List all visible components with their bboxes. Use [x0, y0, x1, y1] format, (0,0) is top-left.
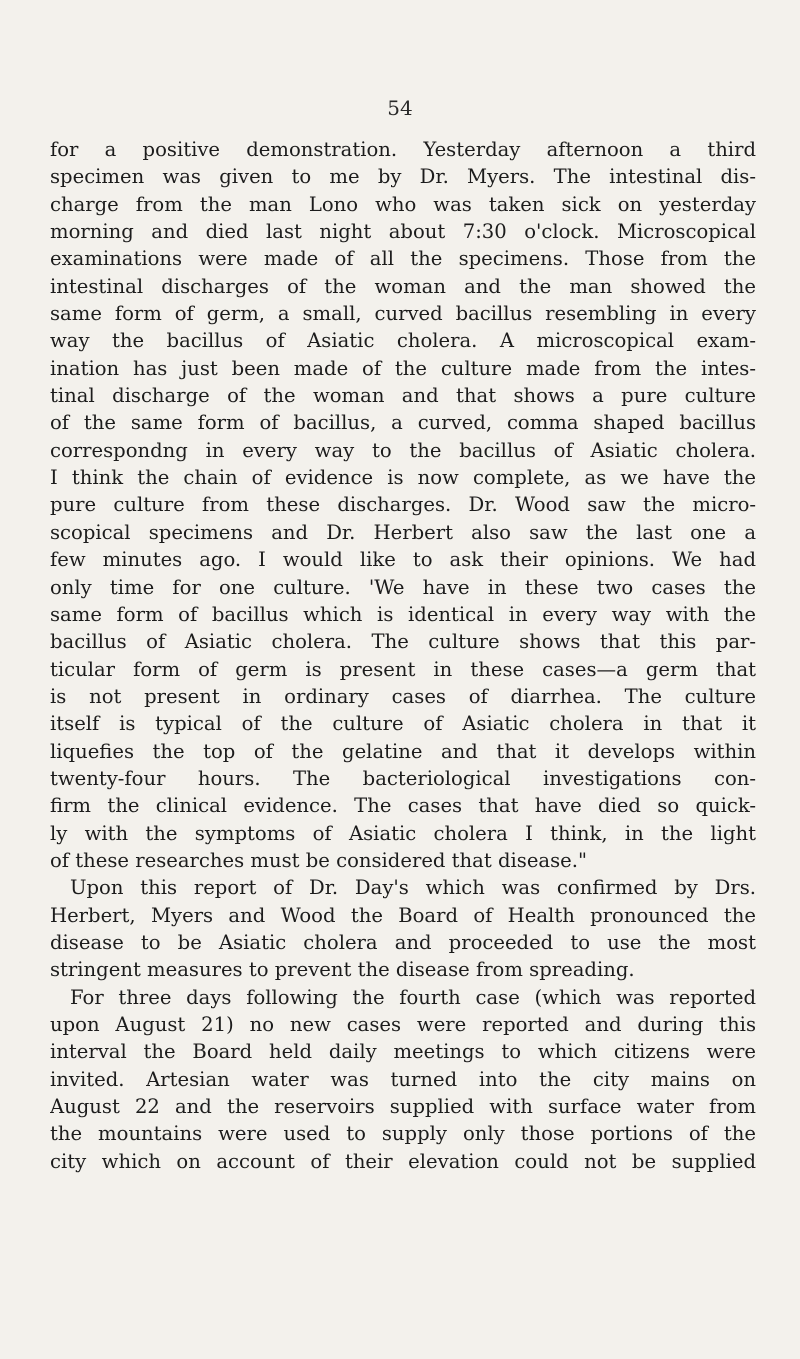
text-line: ly with the symptoms of Asiatic cholera I think, in the light	[50, 821, 756, 845]
text-line: intestinal discharges of the woman and the man showed the	[50, 274, 756, 298]
text-line: liquefies the top of the gelatine and that it develops within	[50, 739, 756, 763]
text-line: correspondng in every way to the bacillus of Asiatic cholera.	[50, 438, 756, 462]
text-line: charge from the man Lono who was taken sick on yesterday	[50, 192, 756, 216]
text-line: itself is typical of the culture of Asiatic cholera in that it	[50, 712, 756, 736]
text-line: For three days following the fourth case (which was reported	[70, 985, 756, 1009]
text-line: of the same form of bacillus, a curved, comma shaped bacillus	[50, 411, 756, 435]
text-line: upon August 21) no new cases were reported and during this	[50, 1013, 756, 1036]
text-line: August 22 and the reservoirs supplied with surface water from	[50, 1095, 756, 1119]
text-line: ticular form of germ is present in these cases—a germ that	[50, 657, 756, 681]
text-line: morning and died last night about 7:30 o'clock. Microscopical	[50, 220, 756, 244]
text-line: the mountains were used to supply only those portions of the	[50, 1122, 756, 1146]
text-line: few minutes ago. I would like to ask their opinions. We had	[50, 548, 756, 572]
text-line: bacillus of Asiatic cholera. The culture shows that this par-	[50, 630, 756, 654]
text-line: disease to be Asiatic cholera and proceeded to use the most	[50, 930, 756, 954]
text-line: firm the clinical evidence. The cases that have died so quick-	[50, 794, 756, 818]
text-line: ination has just been made of the culture made from the intes-	[50, 356, 756, 380]
text-line: way the bacillus of Asiatic cholera. A microscopical exam-	[50, 329, 756, 353]
text-line: specimen was given to me by Dr. Myers. The intestinal dis-	[50, 165, 756, 189]
text-line: stringent measures to prevent the disease from spreading.	[50, 958, 635, 982]
text-line: tinal discharge of the woman and that shows a pure culture	[50, 384, 756, 408]
text-line: pure culture from these discharges. Dr. Wood saw the micro-	[50, 493, 756, 517]
text-line: scopical specimens and Dr. Herbert also saw the last one a	[50, 520, 756, 544]
text-line: interval the Board held daily meetings to which citizens were	[50, 1040, 756, 1064]
text-line: for a positive demonstration. Yesterday afternoon a third	[50, 138, 756, 161]
text-line: invited. Artesian water was turned into the city mains on	[50, 1067, 756, 1091]
text-line: of these researches must be considered that disease."	[50, 848, 587, 872]
text-line: examinations were made of all the specimens. Those from the	[50, 247, 756, 271]
text-line: only time for one culture. 'We have in these two cases the	[50, 575, 756, 599]
text-line: Upon this report of Dr. Day's which was confirmed by Drs.	[70, 876, 756, 900]
page-number: 54	[387, 96, 413, 120]
body-text	[50, 136, 756, 1175]
text-line: I think the chain of evidence is now complete, as we have the	[50, 466, 756, 490]
text-line: is not present in ordinary cases of diarrhea. The culture	[50, 684, 756, 708]
text-line: same form of bacillus which is identical in every way with the	[50, 602, 756, 626]
text-line: Herbert, Myers and Wood the Board of Health pronounced the	[50, 903, 756, 927]
text-line: twenty-four hours. The bacteriological investigations con-	[50, 766, 756, 790]
text-line: same form of germ, a small, curved bacillus resembling in every	[50, 302, 756, 326]
text-line: city which on account of their elevation could not be supplied	[50, 1149, 756, 1173]
